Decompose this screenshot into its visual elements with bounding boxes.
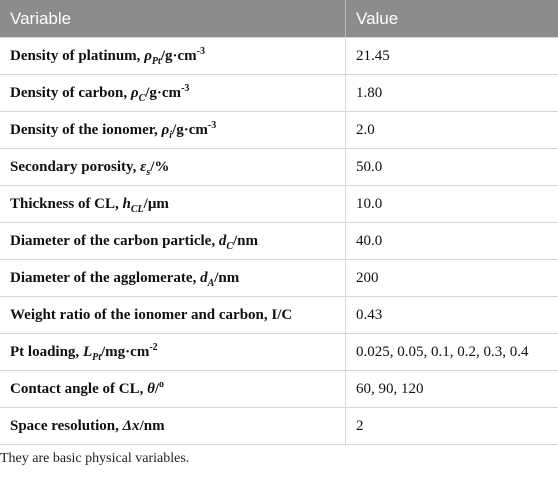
variable-unit: /nm (214, 270, 240, 286)
variable-subscript: i (169, 130, 173, 141)
variable-symbol: ε (140, 159, 147, 175)
variable-cell (0, 334, 346, 370)
variable-symbol: L (82, 344, 93, 360)
value-cell: 40.0 (356, 233, 383, 249)
table-header-row (0, 0, 558, 38)
variable-symbol: ρ (130, 85, 139, 101)
variable-cell (0, 38, 346, 74)
variable-subscript: A (207, 278, 215, 289)
variable-cell (0, 297, 346, 333)
variable-cell (0, 112, 346, 148)
variable-label: Diameter of the carbon particle, (10, 233, 219, 249)
variable-label: Secondary porosity, (10, 159, 141, 175)
variable-cell (0, 75, 346, 111)
variable-label: Pt loading, (10, 344, 83, 360)
variable-label: Density of carbon, (10, 85, 131, 101)
table-row (0, 297, 558, 334)
value-cell: 60, 90, 120 (356, 381, 424, 397)
value-cell: 0.43 (356, 307, 383, 323)
value-cell: 21.45 (356, 48, 390, 64)
table-row (0, 334, 558, 371)
variable-symbol: ρ (161, 122, 170, 138)
table-body (0, 38, 558, 445)
variable-cell (0, 371, 346, 407)
variable-subscript: C (138, 93, 146, 104)
variable-cell (0, 223, 346, 259)
variable-unit: /g·cm (172, 122, 208, 138)
variable-subscript: Pt (92, 352, 101, 363)
variable-label: Diameter of the agglomerate, (10, 270, 201, 286)
table-row (0, 371, 558, 408)
variable-unit: /μm (143, 196, 169, 212)
value-cell: 50.0 (356, 159, 383, 175)
header-value: Value (356, 9, 399, 28)
variable-subscript: C (226, 241, 233, 252)
value-cell: 1.80 (356, 85, 383, 101)
variable-cell (0, 260, 346, 296)
variable-unit: /nm (233, 233, 259, 249)
variable-subscript: Pt (151, 56, 161, 67)
variable-superscript: -2 (149, 342, 158, 353)
table-row (0, 223, 558, 260)
variable-symbol: d (200, 270, 208, 286)
header-variable: Variable (0, 0, 346, 37)
variable-unit: /mg·cm (101, 344, 150, 360)
table-footnote: They are basic physical variables. (0, 451, 190, 466)
variable-label: Density of platinum, (10, 48, 145, 64)
variable-label: Weight ratio of the ionomer and carbon, I/C (10, 307, 293, 323)
variable-label: Density of the ionomer, (10, 122, 162, 138)
table-row (0, 260, 558, 297)
table-row (0, 408, 558, 445)
variable-unit: /nm (139, 418, 165, 434)
value-cell: 0.025, 0.05, 0.1, 0.2, 0.3, 0.4 (356, 344, 529, 360)
variable-label: Contact angle of CL, (10, 381, 148, 397)
variable-unit: /% (150, 159, 170, 175)
variable-unit: /g·cm (145, 85, 182, 101)
variable-superscript: -3 (196, 46, 205, 57)
variable-symbol: θ (147, 381, 155, 397)
table-row (0, 149, 558, 186)
variable-symbol: Δx (122, 418, 140, 434)
variable-superscript: o (159, 379, 165, 390)
variable-label: Space resolution, (10, 418, 123, 434)
variable-cell (0, 149, 346, 185)
variable-superscript: -3 (181, 83, 190, 94)
value-cell: 200 (356, 270, 379, 286)
table-row (0, 75, 558, 112)
variable-symbol: ρ (144, 48, 152, 64)
variable-unit: /g·cm (160, 48, 197, 64)
table-row (0, 186, 558, 223)
value-cell: 2 (356, 418, 364, 434)
variable-superscript: -3 (207, 120, 217, 131)
value-cell: 10.0 (356, 196, 383, 212)
table-row (0, 112, 558, 149)
variable-subscript: CL (130, 204, 144, 215)
value-cell: 2.0 (356, 122, 375, 138)
variable-symbol: h (122, 196, 131, 212)
variable-cell (0, 408, 346, 444)
variable-label: Thickness of CL, (10, 196, 123, 212)
table-row (0, 38, 558, 75)
variable-subscript: s (146, 167, 151, 178)
variable-cell (0, 186, 346, 222)
variable-unit: / (154, 381, 160, 397)
variable-symbol: d (218, 233, 227, 249)
